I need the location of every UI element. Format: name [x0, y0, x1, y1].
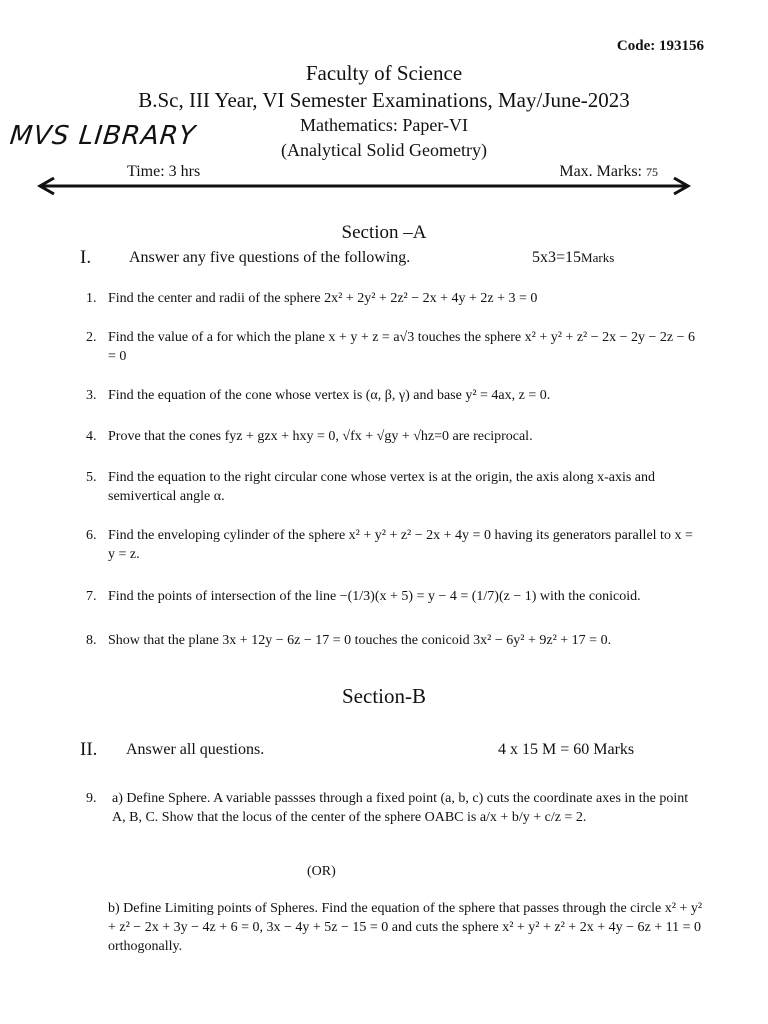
max-marks-value: 75	[646, 165, 658, 179]
question-text: Show that the plane 3x + 12y − 6z − 17 = 0 touches the conicoid 3x² − 6y² + 9z² + 17 = 0.	[108, 633, 612, 648]
section-b-roman: II.	[80, 739, 98, 760]
exam-title: B.Sc, III Year, VI Semester Examinations, May/June-2023	[138, 88, 630, 112]
question-number: 1.	[86, 291, 97, 306]
section-a-marks	[532, 249, 614, 267]
question-number: 6.	[86, 528, 97, 543]
question-number: 2.	[86, 330, 97, 345]
question-9-number: 9.	[86, 791, 97, 806]
section-b-marks: 4 x 15 M = 60 Marks	[498, 741, 635, 758]
max-marks-label: Max. Marks:	[559, 163, 642, 180]
section-a-marks-suffix: Marks	[581, 250, 615, 265]
time-label: Time: 3 hrs	[127, 163, 201, 180]
section-a-title: Section –A	[341, 222, 427, 243]
section-b-title: Section-B	[342, 684, 426, 708]
question-text: Find the equation to the right circular cone whose vertex is at the origin, the axis along x-axis and semivertical angle α.	[108, 470, 656, 504]
question-text: Find the enveloping cylinder of the sphere x² + y² + z² − 2x + 4y = 0 having its generators parallel to x = y = z.	[108, 528, 693, 562]
or-separator: (OR)	[307, 864, 336, 879]
question-number: 8.	[86, 633, 97, 648]
question-number: 5.	[86, 470, 97, 485]
question-number: 4.	[86, 429, 97, 444]
question-text: Prove that the cones fyz + gzx + hxy = 0, √fx + √gy + √hz=0 are reciprocal.	[108, 429, 533, 444]
question-text: Find the equation of the cone whose vertex is (α, β, γ) and base y² = 4ax, z = 0.	[108, 388, 551, 403]
question-number: 3.	[86, 388, 97, 403]
library-watermark: MVS LIBRARY	[8, 121, 198, 151]
section-a-roman: I.	[80, 247, 92, 268]
paper-title: (Analytical Solid Geometry)	[281, 140, 487, 160]
double-arrow-divider	[36, 176, 692, 196]
question-9a: a) Define Sphere. A variable passses through a fixed point (a, b, c) cuts the coordinate axes in the point A, B, C. Show that the locus of the center of the sphere OABC is a/x + b/y + c/z = 2.	[112, 791, 689, 825]
section-b-instruction: Answer all questions.	[126, 741, 265, 758]
question-text: Find the value of a for which the plane x + y + z = a√3 touches the sphere x² + y² + z² − 2x − 2y − 2z − 6 = 0	[108, 330, 696, 364]
paper-code: Code: 193156	[616, 38, 704, 54]
section-a-marks-main: 5x3=15	[532, 249, 582, 266]
faculty-title: Faculty of Science	[305, 61, 463, 85]
subject-title: Mathematics: Paper-VI	[299, 115, 469, 135]
section-a-instruction: Answer any five questions of the following.	[129, 249, 411, 266]
question-text: Find the center and radii of the sphere 2x² + 2y² + 2z² − 2x + 4y + 2z + 3 = 0	[108, 291, 538, 306]
question-text: Find the points of intersection of the line −(1/3)(x + 5) = y − 4 = (1/7)(z − 1) with the conicoid.	[108, 589, 641, 604]
question-9b: b) Define Limiting points of Spheres. Find the equation of the sphere that passes through the circle x² + y² + z² − 2x + 3y − 4z + 6 = 0, 3x − 4y + 5z − 15 = 0 and cuts the sphere x² + y² + z² + 2x + 4y − 6z + 11 = 0 orthogonally.	[108, 901, 703, 954]
question-number: 7.	[86, 589, 97, 604]
